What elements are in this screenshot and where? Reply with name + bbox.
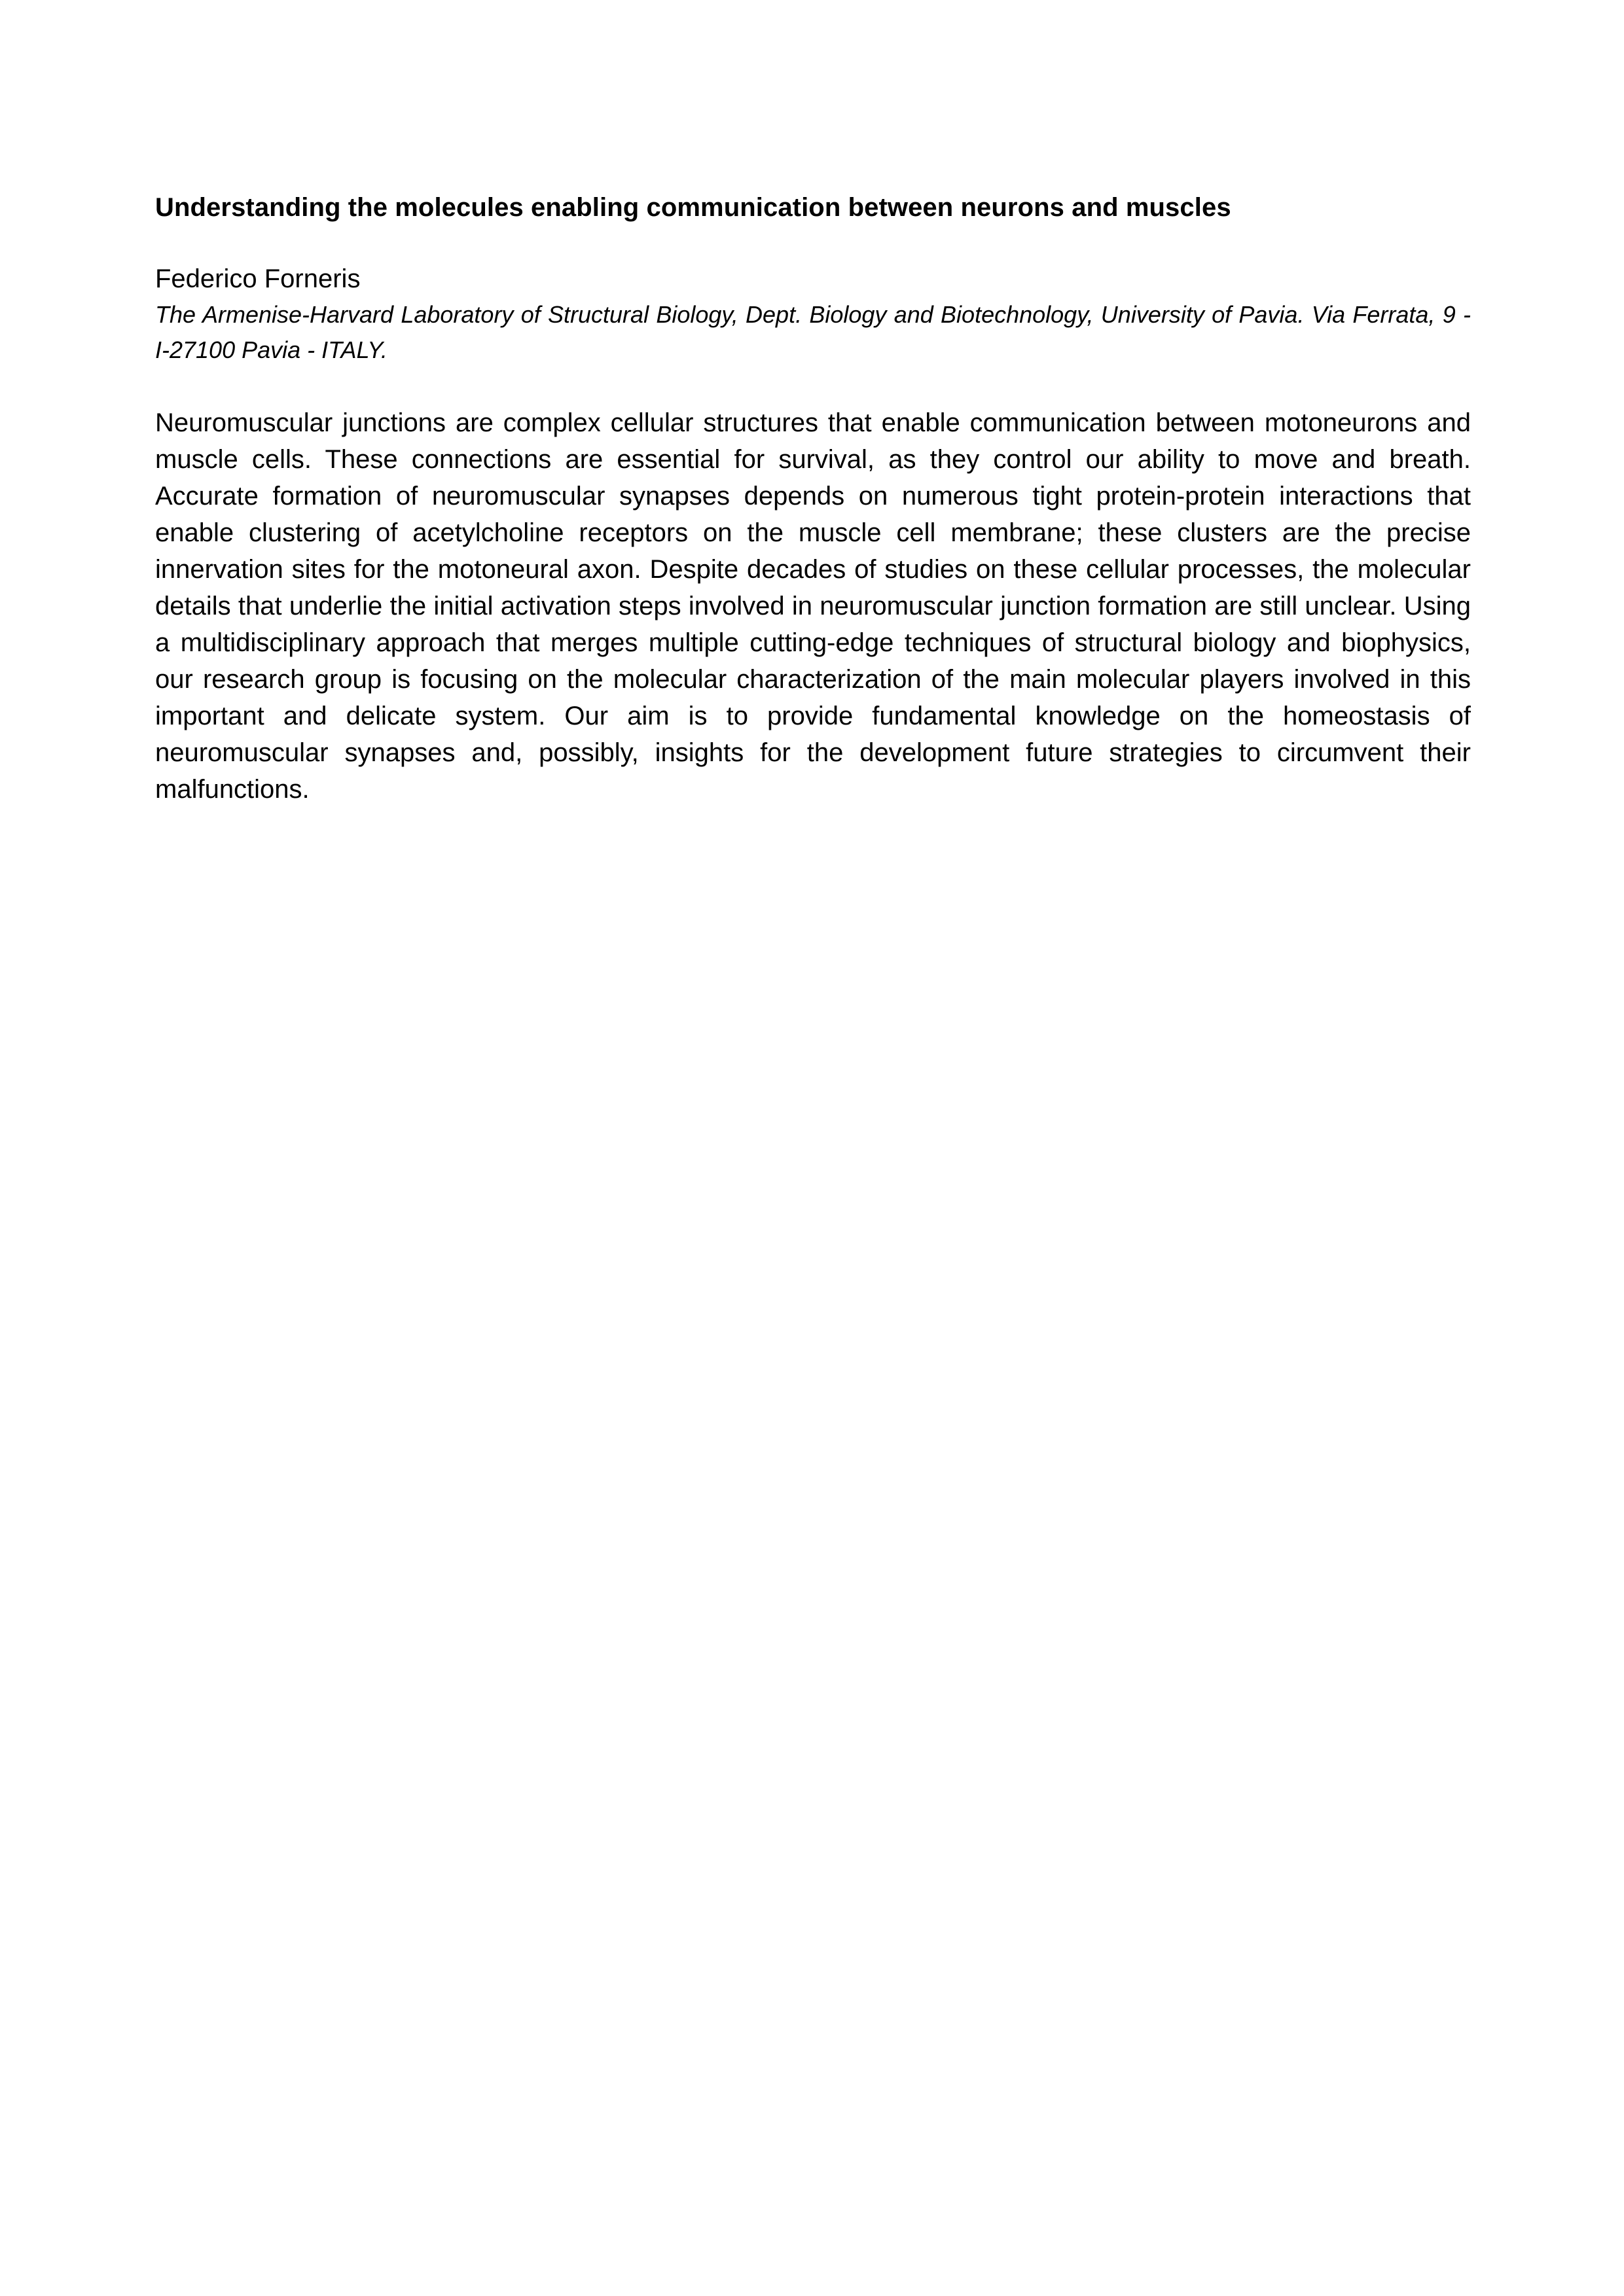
abstract-content	[155, 190, 1471, 808]
author-affiliation: The Armenise-Harvard Laboratory of Structural Biology, Dept. Biology and Biotechnology, University of Pavia. Via Ferrata, 9 - I-27100 Pavia - ITALY.	[155, 301, 1471, 363]
author-name: Federico Forneris	[155, 264, 361, 293]
document-title: Understanding the molecules enabling communication between neurons and muscles	[155, 193, 1231, 222]
abstract-paragraph: Neuromuscular junctions are complex cellular structures that enable communication between motoneurons and muscle cells. These connections are essential for survival, as they control our ability to move and breath. Accurate formation of neuromuscular synapses depends on numerous tight protein-protein interactions that enable clustering of acetylcholine receptors on the muscle cell membrane; these clusters are the precise innervation sites for the motoneural axon. Despite decades of studies on these cellular processes, the molecular details that underlie the initial activation steps involved in neuromuscular junction formation are still unclear. Using a multidisciplinary approach that merges multiple cutting-edge techniques of structural biology and biophysics, our research group is focusing on the molecular characterization of the main molecular players involved in this important and delicate system. Our aim is to provide fundamental knowledge on the homeostasis of neuromuscular synapses and, possibly, insights for the development future strategies to circumvent their malfunctions.	[155, 408, 1471, 804]
